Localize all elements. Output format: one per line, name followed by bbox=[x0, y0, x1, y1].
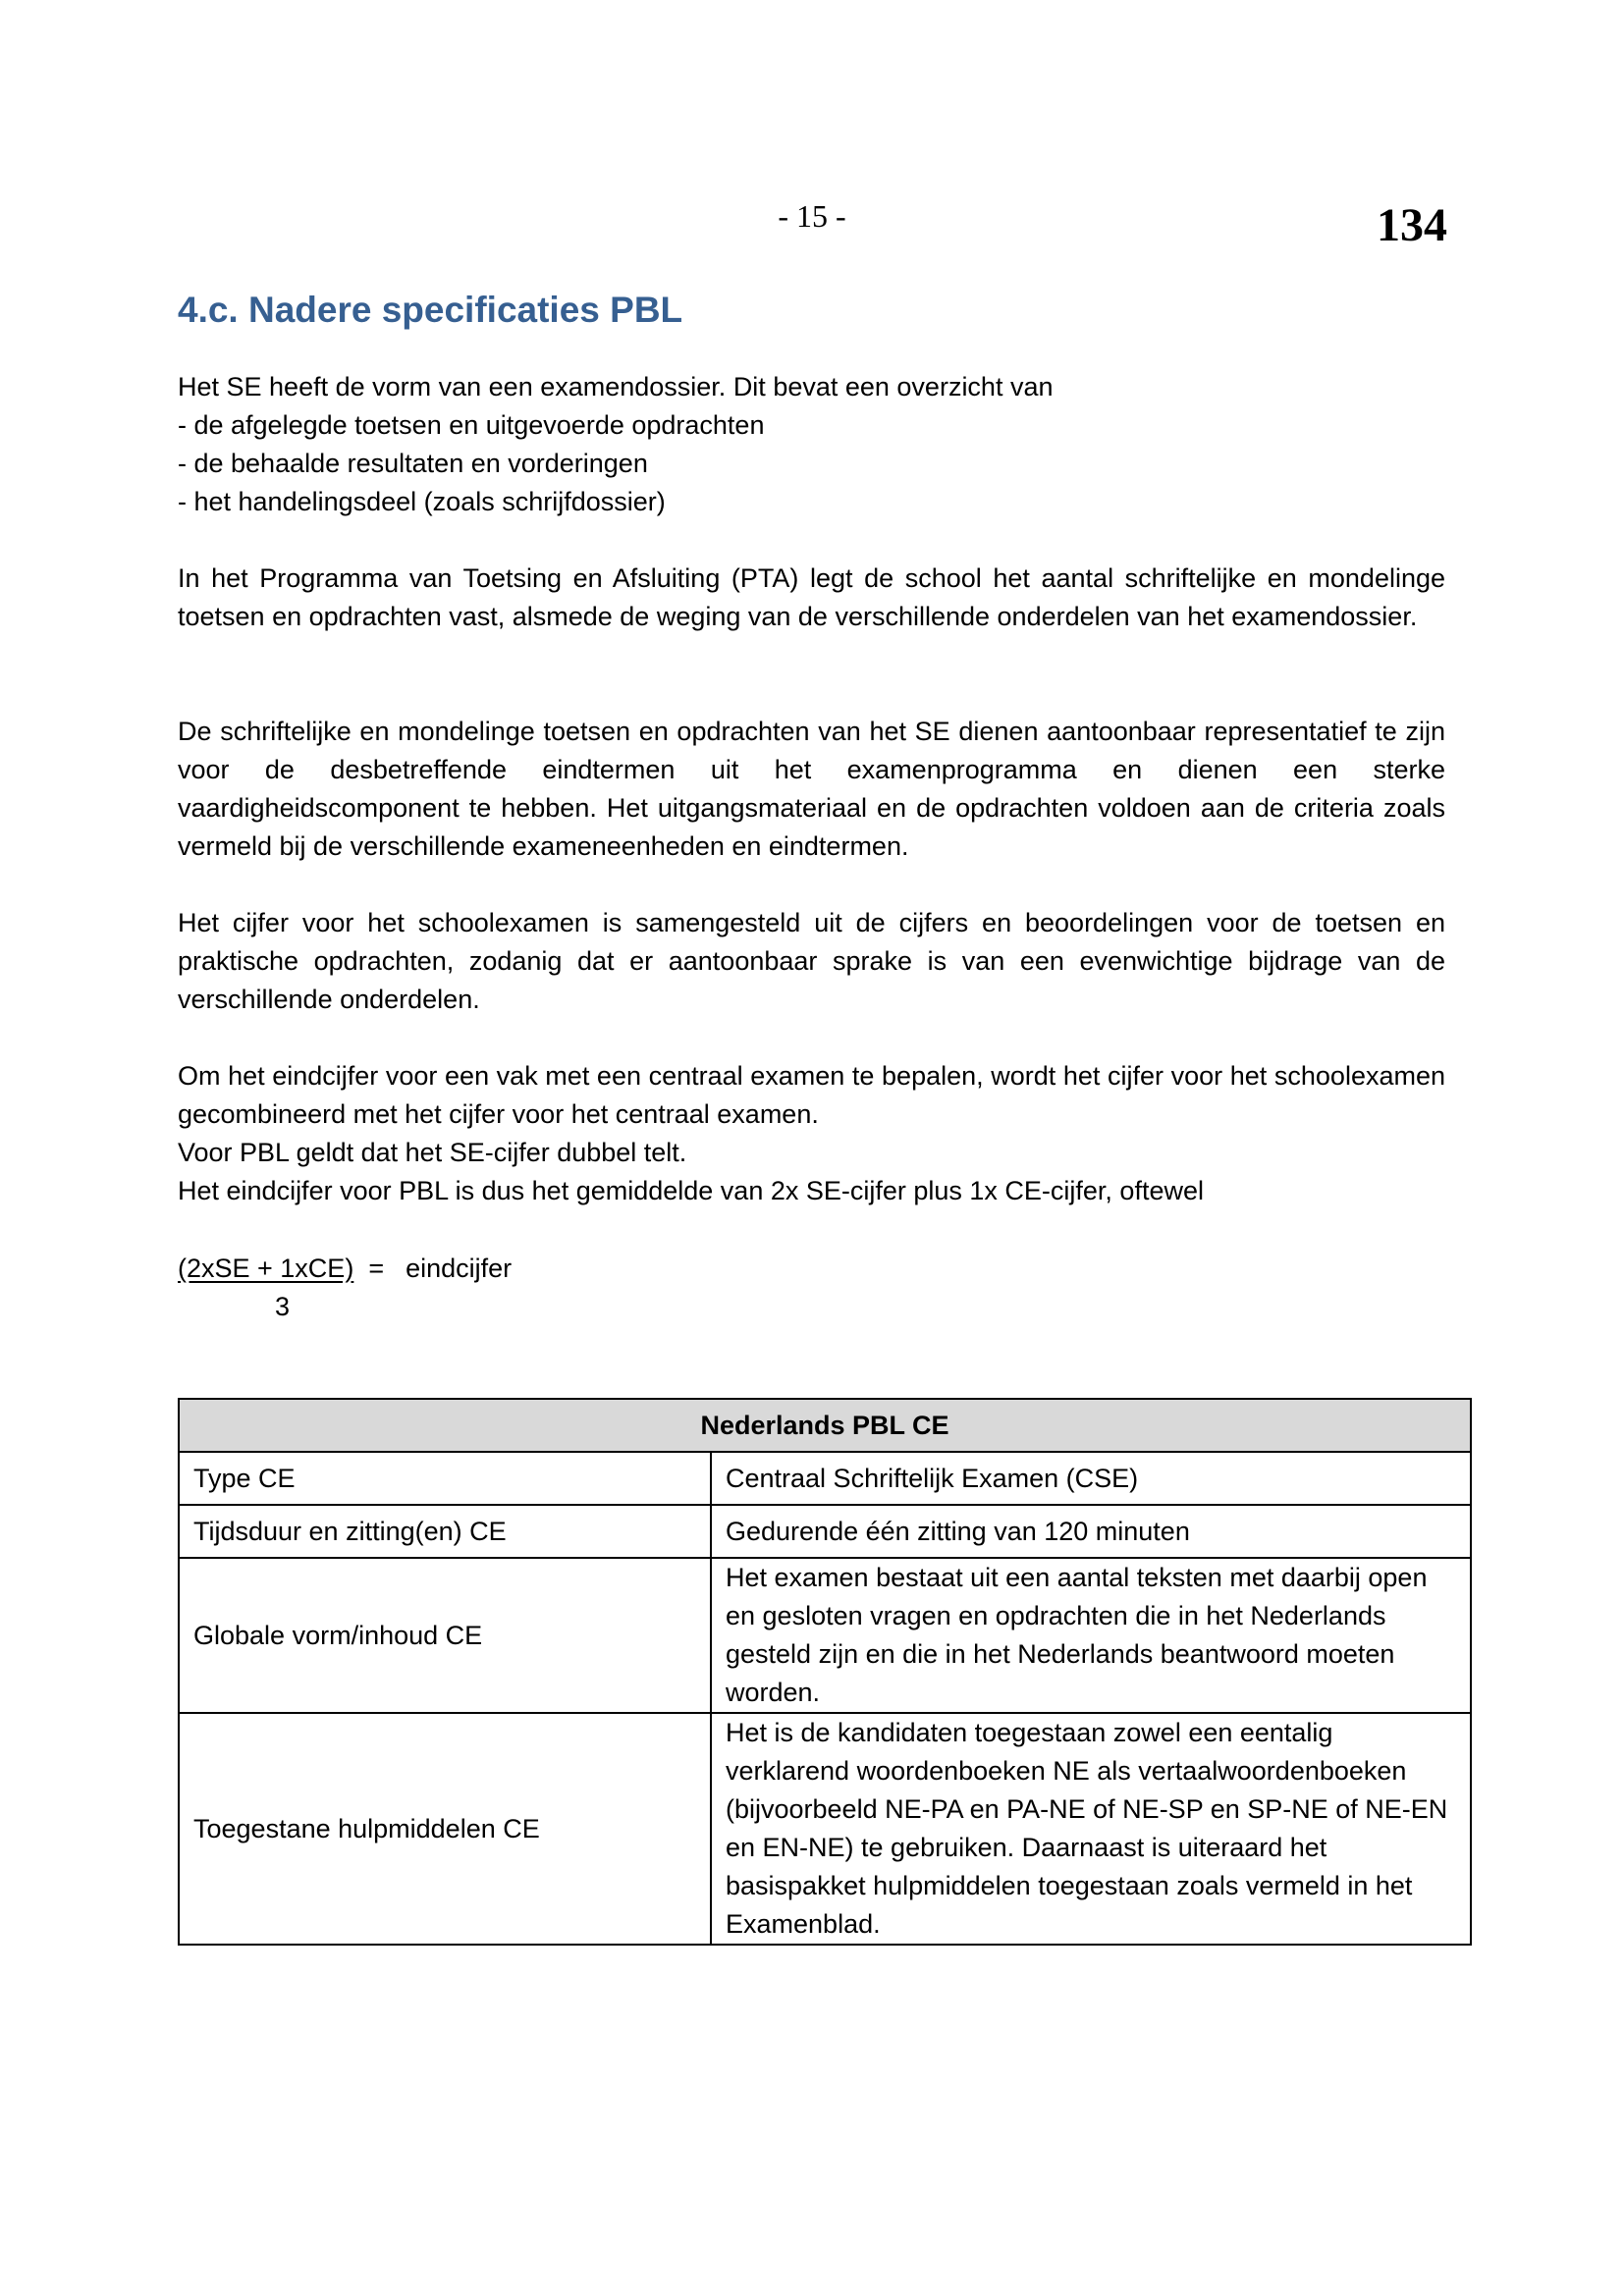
paragraph-toetsen bbox=[178, 713, 1445, 866]
list-item: - de behaalde resultaten en vorderingen bbox=[178, 449, 648, 478]
table-value: Het is de kandidaten toegestaan zowel een eentalig verklarend woordenboeken NE als vertaalwoordenboeken (bijvoorbeeld NE-PA en PA-NE of NE-SP en SP-NE of NE-EN en EN-NE) te gebruiken. Daarnaast is uiteraard het basispakket hulpmiddelen toegestaan zoals vermeld in het Examenblad. bbox=[711, 1713, 1471, 1945]
table-header-row bbox=[179, 1399, 1471, 1452]
table-row bbox=[179, 1505, 1471, 1558]
table-value: Centraal Schriftelijk Examen (CSE) bbox=[711, 1452, 1471, 1505]
list-item: - het handelingsdeel (zoals schrijfdossier) bbox=[178, 487, 666, 516]
table-label: Tijdsduur en zitting(en) CE bbox=[179, 1505, 711, 1558]
paragraph-eindcijfer bbox=[178, 1057, 1445, 1210]
paragraph-text: In het Programma van Toetsing en Afsluiting (PTA) legt de school het aantal schriftelijke en mondelinge toetsen en opdrachten vast, alsmede de weging van de verschillende onderdelen van het examendossier. bbox=[178, 563, 1445, 631]
formula bbox=[178, 1250, 513, 1321]
paragraph-text: Het cijfer voor het schoolexamen is samengesteld uit de cijfers en beoordelingen voor de toetsen en praktische opdrachten, zodanig dat er aantoonbaar sprake is van een evenwichtige bijdrage van de verschillende onderdelen. bbox=[178, 908, 1445, 1014]
paragraph-pta bbox=[178, 560, 1445, 636]
formula-equals: = bbox=[368, 1254, 385, 1283]
table-title: Nederlands PBL CE bbox=[179, 1399, 1471, 1452]
list-item: - de afgelegde toetsen en uitgevoerde opdrachten bbox=[178, 410, 765, 440]
page-number: - 15 - bbox=[778, 198, 846, 234]
table-row bbox=[179, 1452, 1471, 1505]
paragraph-cijfer bbox=[178, 904, 1445, 1019]
paragraph-examendossier bbox=[178, 368, 1445, 521]
paragraph-text: Om het eindcijfer voor een vak met een centraal examen te bepalen, wordt het cijfer voor het schoolexamen gecombineerd met het cijfer voor het centraal examen. bbox=[178, 1061, 1445, 1129]
table-label: Type CE bbox=[179, 1452, 711, 1505]
formula-numerator: (2xSE + 1xCE) bbox=[178, 1254, 354, 1283]
table-row bbox=[179, 1558, 1471, 1713]
table-value: Het examen bestaat uit een aantal teksten met daarbij open en gesloten vragen en opdrachten die in het Nederlands gesteld zijn en die in het Nederlands beantwoord moeten worden. bbox=[711, 1558, 1471, 1713]
paragraph-text: De schriftelijke en mondelinge toetsen en opdrachten van het SE dienen aantoonbaar representatief te zijn voor de desbetreffende eindtermen uit het examenprogramma en dienen een sterke vaardigheidscomponent te hebben. Het uitgangsmateriaal en de opdrachten voldoen aan de criteria zoals vermeld bij de verschillende exameneenheden en eindtermen. bbox=[178, 717, 1445, 861]
paragraph-line: Voor PBL geldt dat het SE-cijfer dubbel telt. bbox=[178, 1138, 687, 1167]
table-label: Globale vorm/inhoud CE bbox=[179, 1558, 711, 1713]
paragraph-line: Het eindcijfer voor PBL is dus het gemiddelde van 2x SE-cijfer plus 1x CE-cijfer, oftewel bbox=[178, 1176, 1204, 1205]
spec-table bbox=[178, 1398, 1472, 1946]
table-value: Gedurende één zitting van 120 minuten bbox=[711, 1505, 1471, 1558]
section-heading: 4.c. Nadere specificaties PBL bbox=[178, 290, 683, 330]
formula-result: eindcijfer bbox=[406, 1254, 513, 1283]
document-number: 134 bbox=[1377, 199, 1447, 251]
paragraph-line: Het SE heeft de vorm van een examendossier. Dit bevat een overzicht van bbox=[178, 372, 1054, 401]
table-label: Toegestane hulpmiddelen CE bbox=[179, 1713, 711, 1945]
formula-denominator: 3 bbox=[275, 1292, 291, 1321]
table-row bbox=[179, 1713, 1471, 1945]
